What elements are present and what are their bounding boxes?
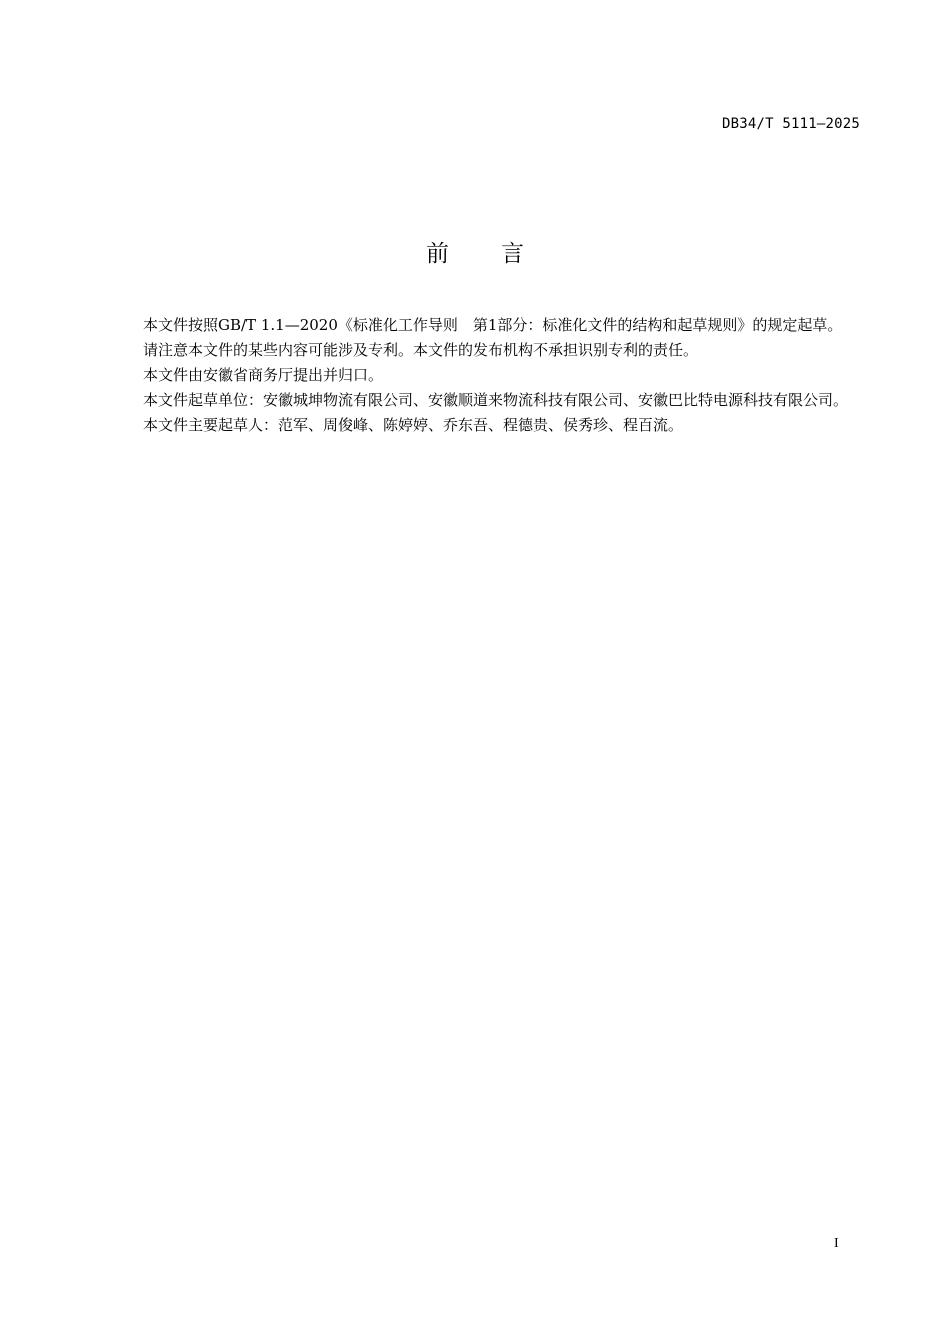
paragraph-patent-notice: 请注意本文件的某些内容可能涉及专利。本文件的发布机构不承担识别专利的责任。: [143, 341, 699, 359]
page-number: I: [834, 1236, 839, 1251]
foreword-body: [113, 313, 861, 438]
paragraph-proposer: 本文件由安徽省商务厅提出并归口。: [143, 366, 384, 384]
document-code: DB34/T 5111—2025: [721, 116, 860, 132]
page-title: 前言: [426, 241, 576, 267]
paragraph-drafting-rules: 本文件按照GB/T 1.1—2020《标准化工作导则 第1部分：标准化文件的结构和起草规则》的规定起草。: [143, 316, 843, 334]
paragraph-drafters: 本文件主要起草人：范军、周俊峰、陈婷婷、乔东吾、程德贵、侯秀珍、程百流。: [143, 416, 684, 434]
paragraph-drafting-units: 本文件起草单位：安徽城坤物流有限公司、安徽顺道来物流科技有限公司、安徽巴比特电源科技有限公司。: [143, 391, 849, 409]
